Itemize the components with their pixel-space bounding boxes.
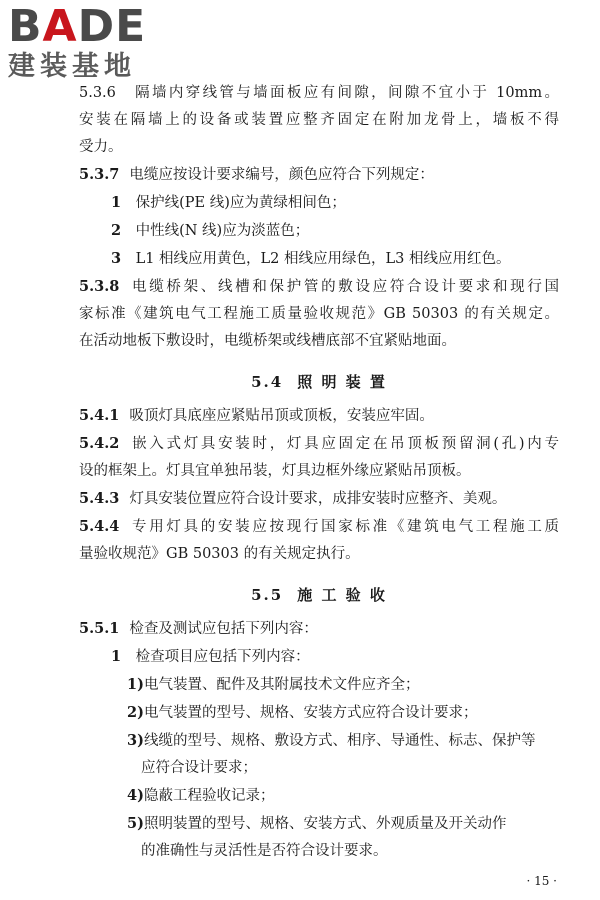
logo-wordmark: BADE	[8, 1, 147, 52]
logo-subtitle: 建装基地	[8, 51, 136, 82]
clause-5-4-4: 5.4.4 专用灯具的安装应按现行国家标准《建筑电气工程施工质	[79, 518, 559, 535]
clause-5-3-6-line-1: 5.3.6 隔墙内穿线管与墙面板应有间隙，间隙不宜小于 10mm。	[79, 85, 559, 101]
clause-number: 5.4.3	[79, 490, 120, 507]
clause-5-4-2: 5.4.2 嵌入式灯具安装时，灯具应固定在吊顶板预留洞(孔)内专	[79, 435, 559, 452]
sub-list-item: 2)电气装置的型号、规格、安装方式应符合设计要求；	[127, 704, 478, 721]
clause-number: 5.5.1	[79, 620, 120, 637]
clause-number: 5.4.1	[79, 407, 120, 424]
clause-5-3-6-line-2: 安装在隔墙上的设备或装置应整齐固定在附加龙骨上，墙板不得	[79, 112, 559, 128]
sub-list-item: 5)照明装置的型号、规格、安装方式、外观质量及开关动作	[127, 815, 507, 832]
clause-text: 电缆应按设计要求编号，颜色应符合下列规定：	[129, 167, 434, 183]
sub-list-item-continuation: 的准确性与灵活性是否符合设计要求。	[141, 843, 388, 859]
sub-list-item: 4)隐蔽工程验收记录；	[127, 787, 275, 804]
clause-5-5-1: 5.5.1 检查及测试应包括下列内容：	[79, 620, 318, 637]
clause-number: 5.4.2	[79, 435, 120, 452]
section-heading-5-4: 5.4 照 明 装 置	[251, 373, 387, 391]
sub-list-item: 3)线缆的型号、规格、敷设方式、相序、导通性、标志、保护等	[127, 732, 536, 749]
list-item: 1 检查项目应包括下列内容：	[111, 648, 310, 665]
page-number: · 15 ·	[526, 874, 557, 888]
clause-number: 5.3.8	[79, 278, 120, 295]
clause-number: 5.4.4	[79, 518, 120, 535]
section-heading-5-5: 5.5 施 工 验 收	[251, 586, 387, 604]
clause-5-3-6-line-3: 受力。	[79, 139, 123, 155]
list-item: 3 L1 相线应用黄色，L2 相线应用绿色，L3 相线应用红色。	[111, 250, 511, 267]
clause-5-4-1: 5.4.1 吸顶灯具底座应紧贴吊顶或顶板，安装应牢固。	[79, 407, 434, 424]
list-item: 2 中性线(N 线)应为淡蓝色；	[111, 222, 310, 239]
clause-5-3-8-line-2: 家标准《建筑电气工程施工质量验收规范》GB 50303 的有关规定。	[79, 306, 559, 322]
clause-5-3-8-line-3: 在活动地板下敷设时，电缆桥架或线槽底部不宜紧贴地面。	[79, 333, 456, 349]
brand-logo	[8, 1, 178, 82]
clause-5-4-4-line-2: 量验收规范》GB 50303 的有关规定执行。	[79, 546, 360, 562]
clause-5-3-7	[79, 161, 559, 189]
clause-5-3-8: 5.3.8 电缆桥架、线槽和保护管的敷设应符合设计要求和现行国	[79, 278, 559, 295]
sub-list-item: 1)电气装置、配件及其附属技术文件应齐全；	[127, 676, 420, 693]
clause-number: 5.3.7	[79, 166, 120, 183]
document-page	[79, 80, 559, 891]
clause-5-4-3: 5.4.3 灯具安装位置应符合设计要求，成排安装时应整齐、美观。	[79, 490, 507, 507]
sub-list-item-continuation: 应符合设计要求；	[141, 760, 257, 776]
list-item: 1 保护线(PE 线)应为黄绿相间色；	[111, 194, 346, 211]
clause-5-4-2-line-2: 设的框架上。灯具宜单独吊装，灯具边框外缘应紧贴吊顶板。	[79, 463, 471, 479]
